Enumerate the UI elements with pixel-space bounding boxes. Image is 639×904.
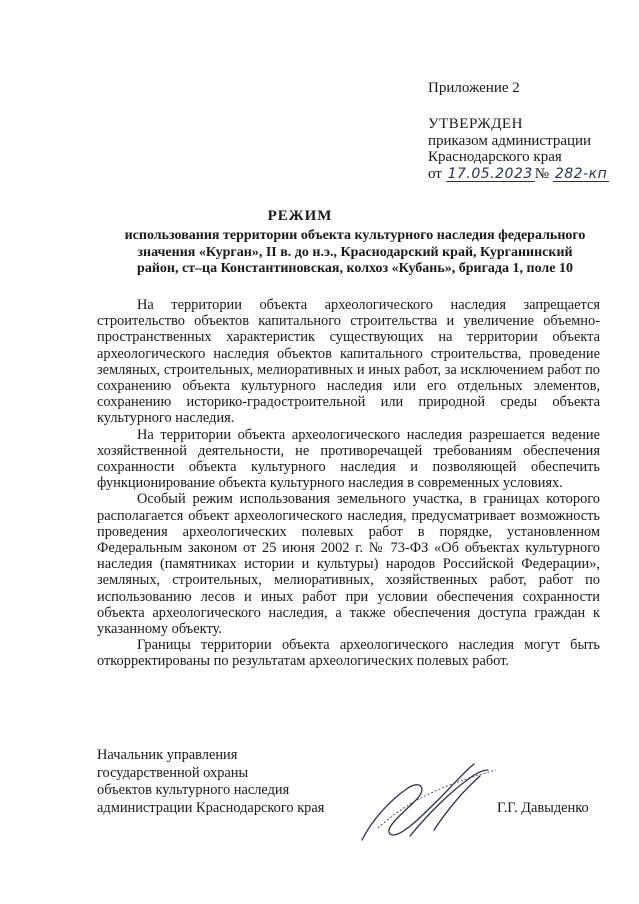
handwritten-signature <box>350 748 500 848</box>
order-number-sign: № <box>534 165 550 182</box>
document-subtitle <box>92 228 618 278</box>
approval-line: приказом администрации <box>428 132 592 149</box>
subtitle-line: использования территории объекта культурного наследия федерального <box>124 228 586 243</box>
approval-block <box>428 116 609 182</box>
signatory-position <box>97 747 324 817</box>
body-paragraph: На территории объекта археологического наследия разрешается ведение хозяйственной деятельности, не противоречащей требованиям обеспечения сохранности объекта культурного наследия и позволяющей обеспечить функционирование объекта культурного наследия в современных условиях. <box>97 426 600 492</box>
order-prefix: от <box>428 165 442 182</box>
position-line: администрации Краснодарского края <box>97 799 325 816</box>
body-paragraph: Особый режим использования земельного участка, в границах которого располагается объект археологического наследия, предусматривает возможность проведения археологических полевых работ в порядке, установленном Федеральным законом от 25 июня 2002 г. № 73-ФЗ «Об объектах культурного наследия (памятниках истории и культуры) народов Российской Федерации», земляных, строительных, мелиоративных, хозяйственных работ, работ по использованию лесов и иных работ при условии обеспечения сохранности объекта археологического наследия, а также обеспечения доступа граждан к указанному объекту. <box>97 491 600 638</box>
subtitle-line: значения «Курган», II в. до н.э., Краснодарский край, Курганинский <box>137 244 573 260</box>
approval-title: УТВЕРЖДЕН <box>428 116 523 132</box>
order-number: 282-кп <box>554 165 608 182</box>
order-date: 17.05.2023 <box>447 165 533 182</box>
approval-line: Краснодарского края <box>428 149 562 165</box>
position-line: объектов культурного наследия <box>97 782 290 798</box>
position-line: Начальник управления <box>97 747 238 763</box>
document-title: РЕЖИМ <box>267 208 333 224</box>
body-paragraph: Границы территории объекта археологического наследия могут быть откорректированы по результатам археологических полевых работ. <box>97 637 600 670</box>
document-body <box>97 297 600 670</box>
body-paragraph: На территории объекта археологического наследия запрещается строительство объектов капитального строительства и увеличение объемно-пространственных характеристик существующих на территории объекта археологического наследия объектов капитального строительства, проведение земляных, строительных, мелиоративных и иных работ, за исключением работ по сохранению объекта культурного наследия или его отдельных элементов, сохранению историко-градостроительной или природной среды объекта культурного наследия. <box>97 297 600 427</box>
signatory-name: Г.Г. Давыденко <box>497 800 589 816</box>
subtitle-line: район, ст–ца Константиновская, колхоз «Кубань», бригада 1, поле 10 <box>137 261 573 276</box>
order-line <box>428 166 609 183</box>
position-line: государственной охраны <box>97 764 249 781</box>
appendix-label: Приложение 2 <box>428 80 520 96</box>
